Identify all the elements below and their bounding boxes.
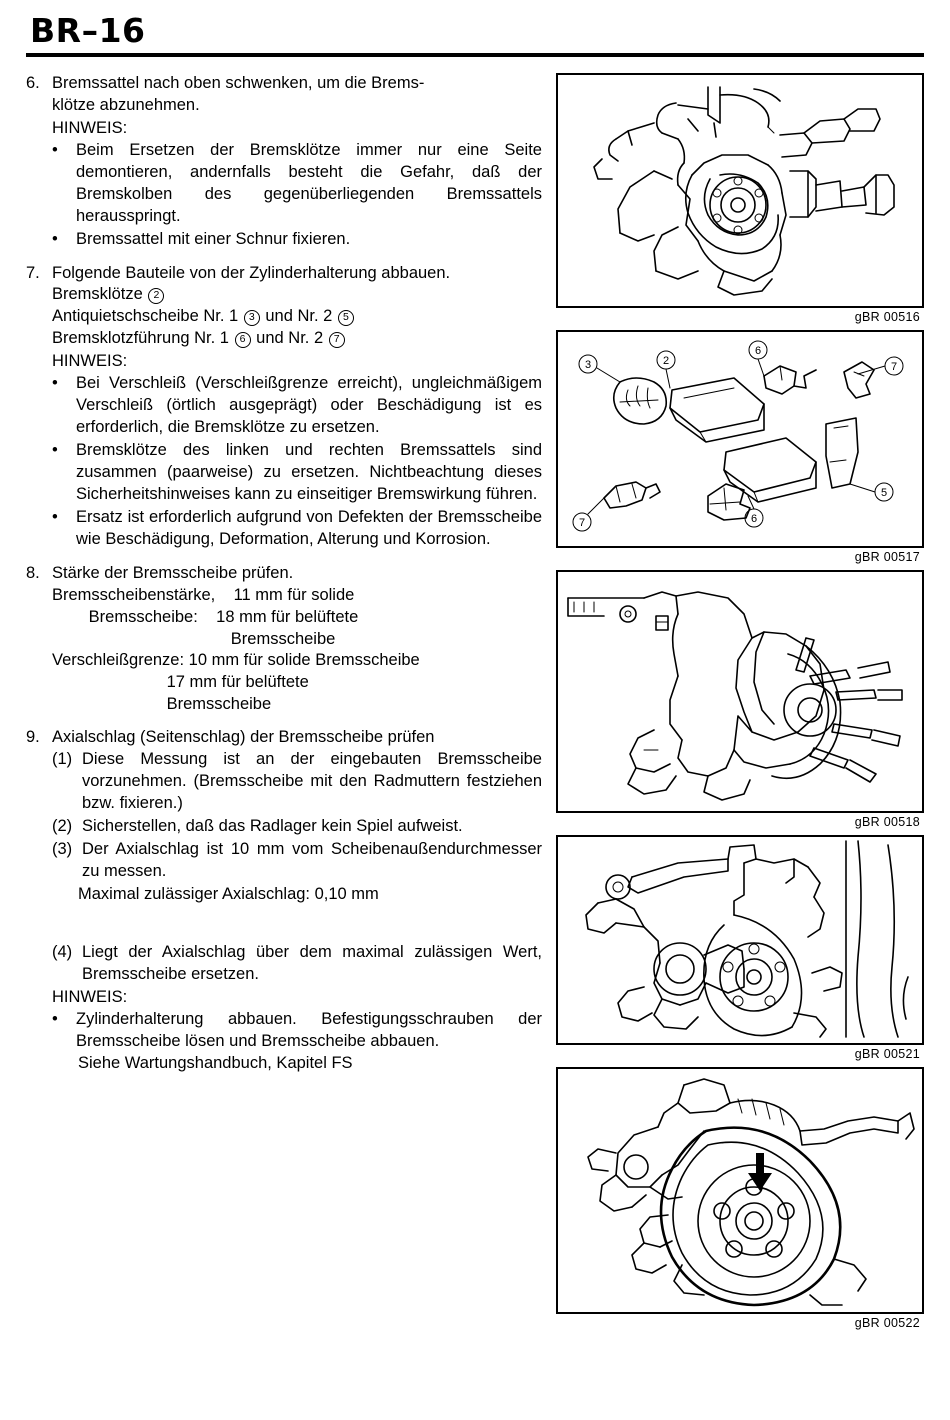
- step-7-bullet-2: Bremsklötze des linken und rechten Bremssattels sind zusammen (paarweise) zu ersetzen. Nichtbeachtung dieses Sicherheitshinweises kann zu einseitiger Bremswirkung führen.: [76, 441, 542, 503]
- step-8-number: 8.: [26, 563, 40, 582]
- fig-runout-measure-frame: [556, 835, 924, 1045]
- bullet-icon: •: [52, 374, 58, 393]
- step-7-part-3-text: Bremsklotzführung Nr. 1: [52, 329, 234, 348]
- step-9-sub-3: [52, 839, 542, 883]
- tail-bullet-1: Zylinderhalterung abbauen. Befestigungsschrauben der Bremsscheibe lösen und Bremsscheibe abbauen.: [76, 1009, 542, 1050]
- step-9-sub-3-number: (3): [52, 839, 73, 858]
- list-item: [52, 229, 542, 251]
- step-9-sub-4-text: Liegt der Axialschlag über dem maximal zulässigen Wert, Bremsscheibe ersetzen.: [82, 942, 542, 983]
- step-7-part-3: [52, 328, 542, 350]
- page-header: [26, 0, 924, 57]
- spacer: [26, 942, 52, 1076]
- fig-brake-caliper-assembly-frame: [556, 73, 924, 308]
- disc-removal-illustration: [558, 1069, 922, 1312]
- fig-brake-caliper-assembly-caption: gBR 00516: [854, 310, 920, 324]
- callout-5: 5: [338, 310, 354, 326]
- tail-reference: Siehe Wartungshandbuch, Kapitel FS: [78, 1054, 353, 1073]
- step-6-line-1: Bremssattel nach oben schwenken, um die Brems-: [52, 74, 425, 92]
- fig-pad-components-caption: gBR 00517: [854, 550, 920, 564]
- brake-caliper-illustration: [558, 75, 922, 306]
- svg-text:2: 2: [662, 355, 670, 367]
- step-9-spec: Maximal zulässiger Axialschlag: 0,10 mm: [78, 884, 379, 903]
- step-8-spec-6: Bremsscheibe: [52, 695, 272, 714]
- step-7-bullets: [52, 373, 542, 551]
- step-6-line-2: klötze abzunehmen.: [52, 95, 200, 114]
- step-9-sub-3-text: Der Axialschlag ist 10 mm vom Scheibenaußendurchmesser zu messen.: [82, 839, 542, 880]
- pad-components-illustration: [558, 332, 922, 546]
- fig-disc-thickness-frame: [556, 570, 924, 813]
- fig-disc-thickness-caption: gBR 00518: [854, 815, 920, 829]
- step-8: [26, 563, 542, 717]
- step-7-part-1: [52, 284, 542, 306]
- bullet-icon: •: [52, 1009, 58, 1028]
- tail-bullets: [52, 1009, 542, 1053]
- svg-text:3: 3: [584, 359, 592, 371]
- fig-disc-removal: [556, 1067, 924, 1330]
- list-item: [52, 440, 542, 506]
- step-9-sub-2-number: (2): [52, 817, 73, 835]
- callout-7: 7: [329, 332, 345, 348]
- list-item: [52, 507, 542, 551]
- step-8-spec-2: Bremsscheibe: 18 mm für belüftete: [52, 607, 359, 626]
- step-8-spec-3: Bremsscheibe: [52, 629, 336, 648]
- step-7: [26, 263, 542, 552]
- page-number: BR–16: [30, 11, 146, 50]
- list-item: [52, 1009, 542, 1053]
- step-9-sub-1-text: Diese Messung ist an der eingebauten Bremsscheibe vorzunehmen. (Bremsscheibe mit den Radmuttern festziehen bzw. fixieren.): [82, 750, 542, 813]
- svg-text:6: 6: [750, 513, 758, 525]
- step-9-sub-4-number: (4): [52, 942, 73, 961]
- step-9-sub-1-number: (1): [52, 750, 73, 769]
- step-7-number: 7.: [26, 263, 40, 282]
- step-9: [26, 727, 542, 906]
- step-7-bullet-3: Ersatz ist erforderlich aufgrund von Defekten der Bremsscheibe wie Beschädigung, Deformation, Alterung und Korrosion.: [76, 507, 542, 548]
- callout-2: 2: [148, 288, 164, 304]
- step-9-sub-2-text: Sicherstellen, daß das Radlager kein Spiel aufweist.: [82, 817, 463, 835]
- step-7-bullet-1: Bei Verschleiß (Verschleißgrenze erreicht), ungleichmäßigem Verschleiß (örtlich ausgeprägt) oder Beschädigung ist es erforderlich, die Bremsklötze zu ersetzen.: [76, 374, 542, 437]
- step-8-spec-4: Verschleißgrenze: 10 mm für solide Bremsscheibe: [52, 651, 420, 670]
- list-item: [52, 140, 542, 228]
- disc-thickness-illustration: [558, 572, 922, 811]
- step-7-intro: Folgende Bauteile von der Zylinderhalterung abbauen.: [52, 263, 451, 282]
- bullet-icon: •: [52, 441, 58, 459]
- fig-runout-measure-caption: gBR 00521: [854, 1047, 920, 1061]
- step-6-bullet-2: Bremssattel mit einer Schnur fixieren.: [76, 229, 351, 248]
- fig-runout-measure: [556, 835, 924, 1061]
- callout-6: 6: [235, 332, 251, 348]
- step-9-intro: Axialschlag (Seitenschlag) der Bremsscheibe prüfen: [52, 728, 435, 747]
- step-7-part-3-mid: und Nr. 2: [251, 329, 328, 348]
- bullet-icon: •: [52, 229, 58, 248]
- bullet-icon: •: [52, 140, 58, 159]
- step-9-continued: [26, 942, 542, 1076]
- step-7-part-2: [52, 306, 542, 328]
- step-8-intro: Stärke der Bremsscheibe prüfen.: [52, 563, 294, 582]
- bullet-icon: •: [52, 507, 58, 526]
- figure-column: [556, 73, 924, 1336]
- fig-disc-removal-caption: gBR 00522: [854, 1316, 920, 1330]
- step-9-number: 9.: [26, 728, 40, 747]
- svg-text:7: 7: [890, 361, 898, 373]
- step-6-note-label: HINWEIS:: [52, 118, 128, 137]
- svg-text:6: 6: [754, 345, 762, 357]
- step-6-number: 6.: [26, 74, 40, 92]
- step-8-spec-1: Bremsscheibenstärke, 11 mm für solide: [52, 585, 355, 604]
- header-divider: [26, 53, 924, 57]
- step-8-spec-5: 17 mm für belüftete: [52, 673, 309, 692]
- step-6: [26, 73, 542, 252]
- callout-3: 3: [244, 310, 260, 326]
- step-7-part-2-text: Antiquietschscheibe Nr. 1: [52, 307, 243, 326]
- step-7-part-2-mid: und Nr. 2: [260, 307, 337, 326]
- step-9-sub-2: [52, 816, 542, 838]
- svg-text:7: 7: [578, 517, 586, 529]
- svg-text:5: 5: [880, 487, 888, 499]
- step-7-part-1-text: Bremsklötze: [52, 285, 148, 304]
- step-9-sub-1: [52, 749, 542, 815]
- fig-brake-caliper-assembly: [556, 73, 924, 324]
- fig-pad-components-frame: [556, 330, 924, 548]
- list-item: [52, 373, 542, 439]
- step-6-bullet-1: Beim Ersetzen der Bremsklötze immer nur eine Seite demontieren, andernfalls besteht die Gefahr, daß der Bremskolben des gegenüberliegenden Bremssattels herausspringt.: [76, 140, 542, 225]
- step-9-sub-4: [52, 942, 542, 986]
- tail-note-label: HINWEIS:: [52, 987, 128, 1006]
- runout-measure-illustration: [558, 837, 922, 1043]
- fig-disc-removal-frame: [556, 1067, 924, 1314]
- step-7-note-label: HINWEIS:: [52, 352, 128, 371]
- step-6-bullets: [52, 140, 542, 251]
- fig-pad-components: [556, 330, 924, 564]
- fig-disc-thickness: [556, 570, 924, 829]
- text-column: [26, 73, 542, 1086]
